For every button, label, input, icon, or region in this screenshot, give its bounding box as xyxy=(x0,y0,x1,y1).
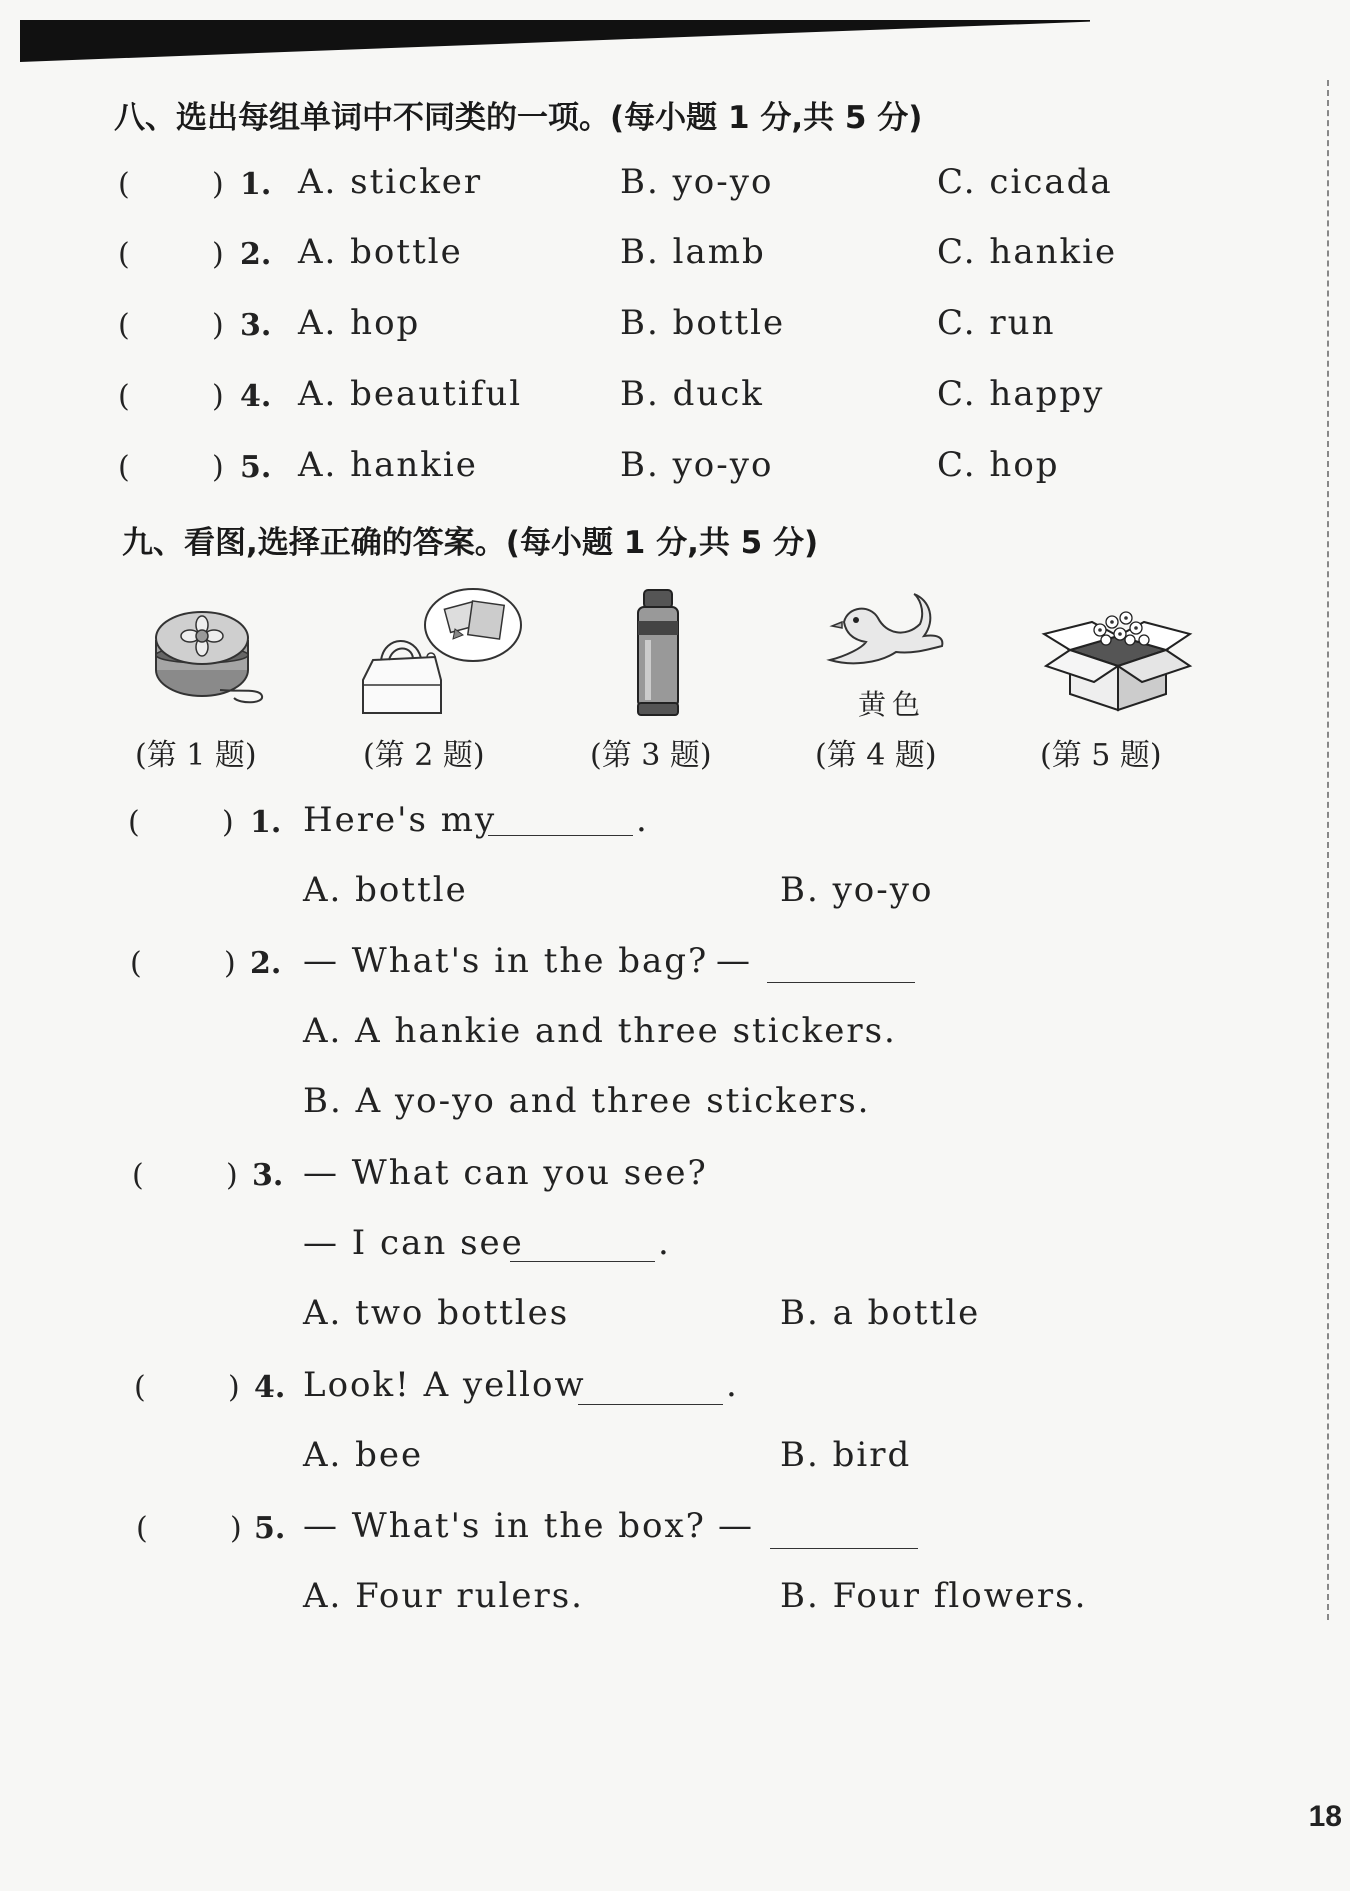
option-b: B. a bottle xyxy=(780,1293,981,1333)
option-b: B. yo-yo xyxy=(620,445,774,485)
answer-dash: — xyxy=(718,1506,754,1546)
sentence-period: . xyxy=(636,800,649,840)
answer-paren-close: ) xyxy=(224,946,236,981)
top-black-bar xyxy=(20,20,1090,62)
answer-paren-open: ( xyxy=(132,1158,144,1193)
answer-paren-open: ( xyxy=(118,308,130,343)
option-a: A. bottle xyxy=(298,232,463,272)
item-number: 2. xyxy=(240,237,272,272)
answer-paren-open: ( xyxy=(130,946,142,981)
sentence-period: . xyxy=(658,1223,671,1263)
answer-paren-close: ) xyxy=(222,805,234,840)
picture-caption-2: (第 2 题) xyxy=(363,738,485,773)
option-a: A. hankie xyxy=(298,445,478,485)
question-number: 1. xyxy=(250,805,282,840)
option-b: B. bottle xyxy=(620,303,786,343)
option-b: B. yo-yo xyxy=(620,162,774,202)
answer-paren-close: ) xyxy=(212,450,224,485)
option-b: B. Four flowers. xyxy=(780,1576,1088,1616)
question-stem: — What's in the bag? xyxy=(303,941,709,981)
page-number: 18 xyxy=(1308,1800,1342,1833)
section-9-title: 九、看图,选择正确的答案。(每小题 1 分,共 5 分) xyxy=(122,525,819,561)
option-b: B. lamb xyxy=(620,232,766,272)
box-with-flowers-picture xyxy=(1040,600,1195,715)
option-c: C. hankie xyxy=(937,232,1118,272)
answer-paren-open: ( xyxy=(134,1370,146,1405)
picture-caption-4: (第 4 题) xyxy=(815,738,937,773)
answer-blank xyxy=(767,952,915,983)
option-b: B. A yo-yo and three stickers. xyxy=(303,1081,871,1121)
answer-blank xyxy=(770,1518,918,1549)
answer-paren-close: ) xyxy=(226,1158,238,1193)
option-a: A. beautiful xyxy=(298,374,523,414)
answer-dash: — xyxy=(716,941,752,981)
answer-blank xyxy=(488,805,633,836)
option-a: A. A hankie and three stickers. xyxy=(303,1011,897,1051)
question-number: 3. xyxy=(252,1158,284,1193)
question-stem: Here's my xyxy=(303,800,497,840)
option-b: B. duck xyxy=(620,374,764,414)
bird-picture xyxy=(826,590,946,680)
answer-paren-open: ( xyxy=(118,450,130,485)
answer-paren-open: ( xyxy=(118,167,130,202)
answer-paren-close: ) xyxy=(228,1370,240,1405)
bottle-picture xyxy=(628,585,688,720)
answer-paren-open: ( xyxy=(118,237,130,272)
item-number: 3. xyxy=(240,308,272,343)
option-c: C. hop xyxy=(937,445,1060,485)
answer-paren-open: ( xyxy=(118,379,130,414)
question-stem-2: — I can see xyxy=(303,1223,524,1263)
option-b: B. yo-yo xyxy=(780,870,934,910)
item-number: 5. xyxy=(240,450,272,485)
bag-with-stickers-picture xyxy=(355,585,525,720)
item-number: 1. xyxy=(240,167,272,202)
picture-4-color-label: 黄色 xyxy=(858,688,927,721)
picture-caption-1: (第 1 题) xyxy=(135,738,257,773)
option-a: A. two bottles xyxy=(303,1293,570,1333)
option-a: A. bottle xyxy=(303,870,468,910)
question-number: 5. xyxy=(254,1511,286,1546)
sentence-period: . xyxy=(726,1365,739,1405)
answer-paren-open: ( xyxy=(136,1511,148,1546)
answer-paren-close: ) xyxy=(212,167,224,202)
option-c: C. happy xyxy=(937,374,1105,414)
answer-paren-close: ) xyxy=(212,237,224,272)
option-a: A. sticker xyxy=(298,162,483,202)
answer-paren-open: ( xyxy=(128,805,140,840)
option-b: B. bird xyxy=(780,1435,912,1475)
item-number: 4. xyxy=(240,379,272,414)
question-stem: — What can you see? xyxy=(303,1153,708,1193)
question-number: 4. xyxy=(254,1370,286,1405)
option-a: A. bee xyxy=(303,1435,424,1475)
option-a: A. Four rulers. xyxy=(303,1576,584,1616)
answer-blank xyxy=(578,1374,723,1405)
answer-paren-close: ) xyxy=(230,1511,242,1546)
question-number: 2. xyxy=(250,946,282,981)
question-stem: — What's in the box? xyxy=(303,1506,706,1546)
answer-paren-close: ) xyxy=(212,379,224,414)
question-stem: Look! A yellow xyxy=(303,1365,586,1405)
option-a: A. hop xyxy=(298,303,421,343)
answer-blank xyxy=(510,1231,655,1262)
dashed-margin-line xyxy=(1327,80,1329,1620)
yo-yo-picture xyxy=(150,600,270,715)
picture-caption-5: (第 5 题) xyxy=(1040,738,1162,773)
option-c: C. cicada xyxy=(937,162,1113,202)
answer-paren-close: ) xyxy=(212,308,224,343)
section-8-title: 八、选出每组单词中不同类的一项。(每小题 1 分,共 5 分) xyxy=(114,100,923,136)
picture-caption-3: (第 3 题) xyxy=(590,738,712,773)
option-c: C. run xyxy=(937,303,1056,343)
